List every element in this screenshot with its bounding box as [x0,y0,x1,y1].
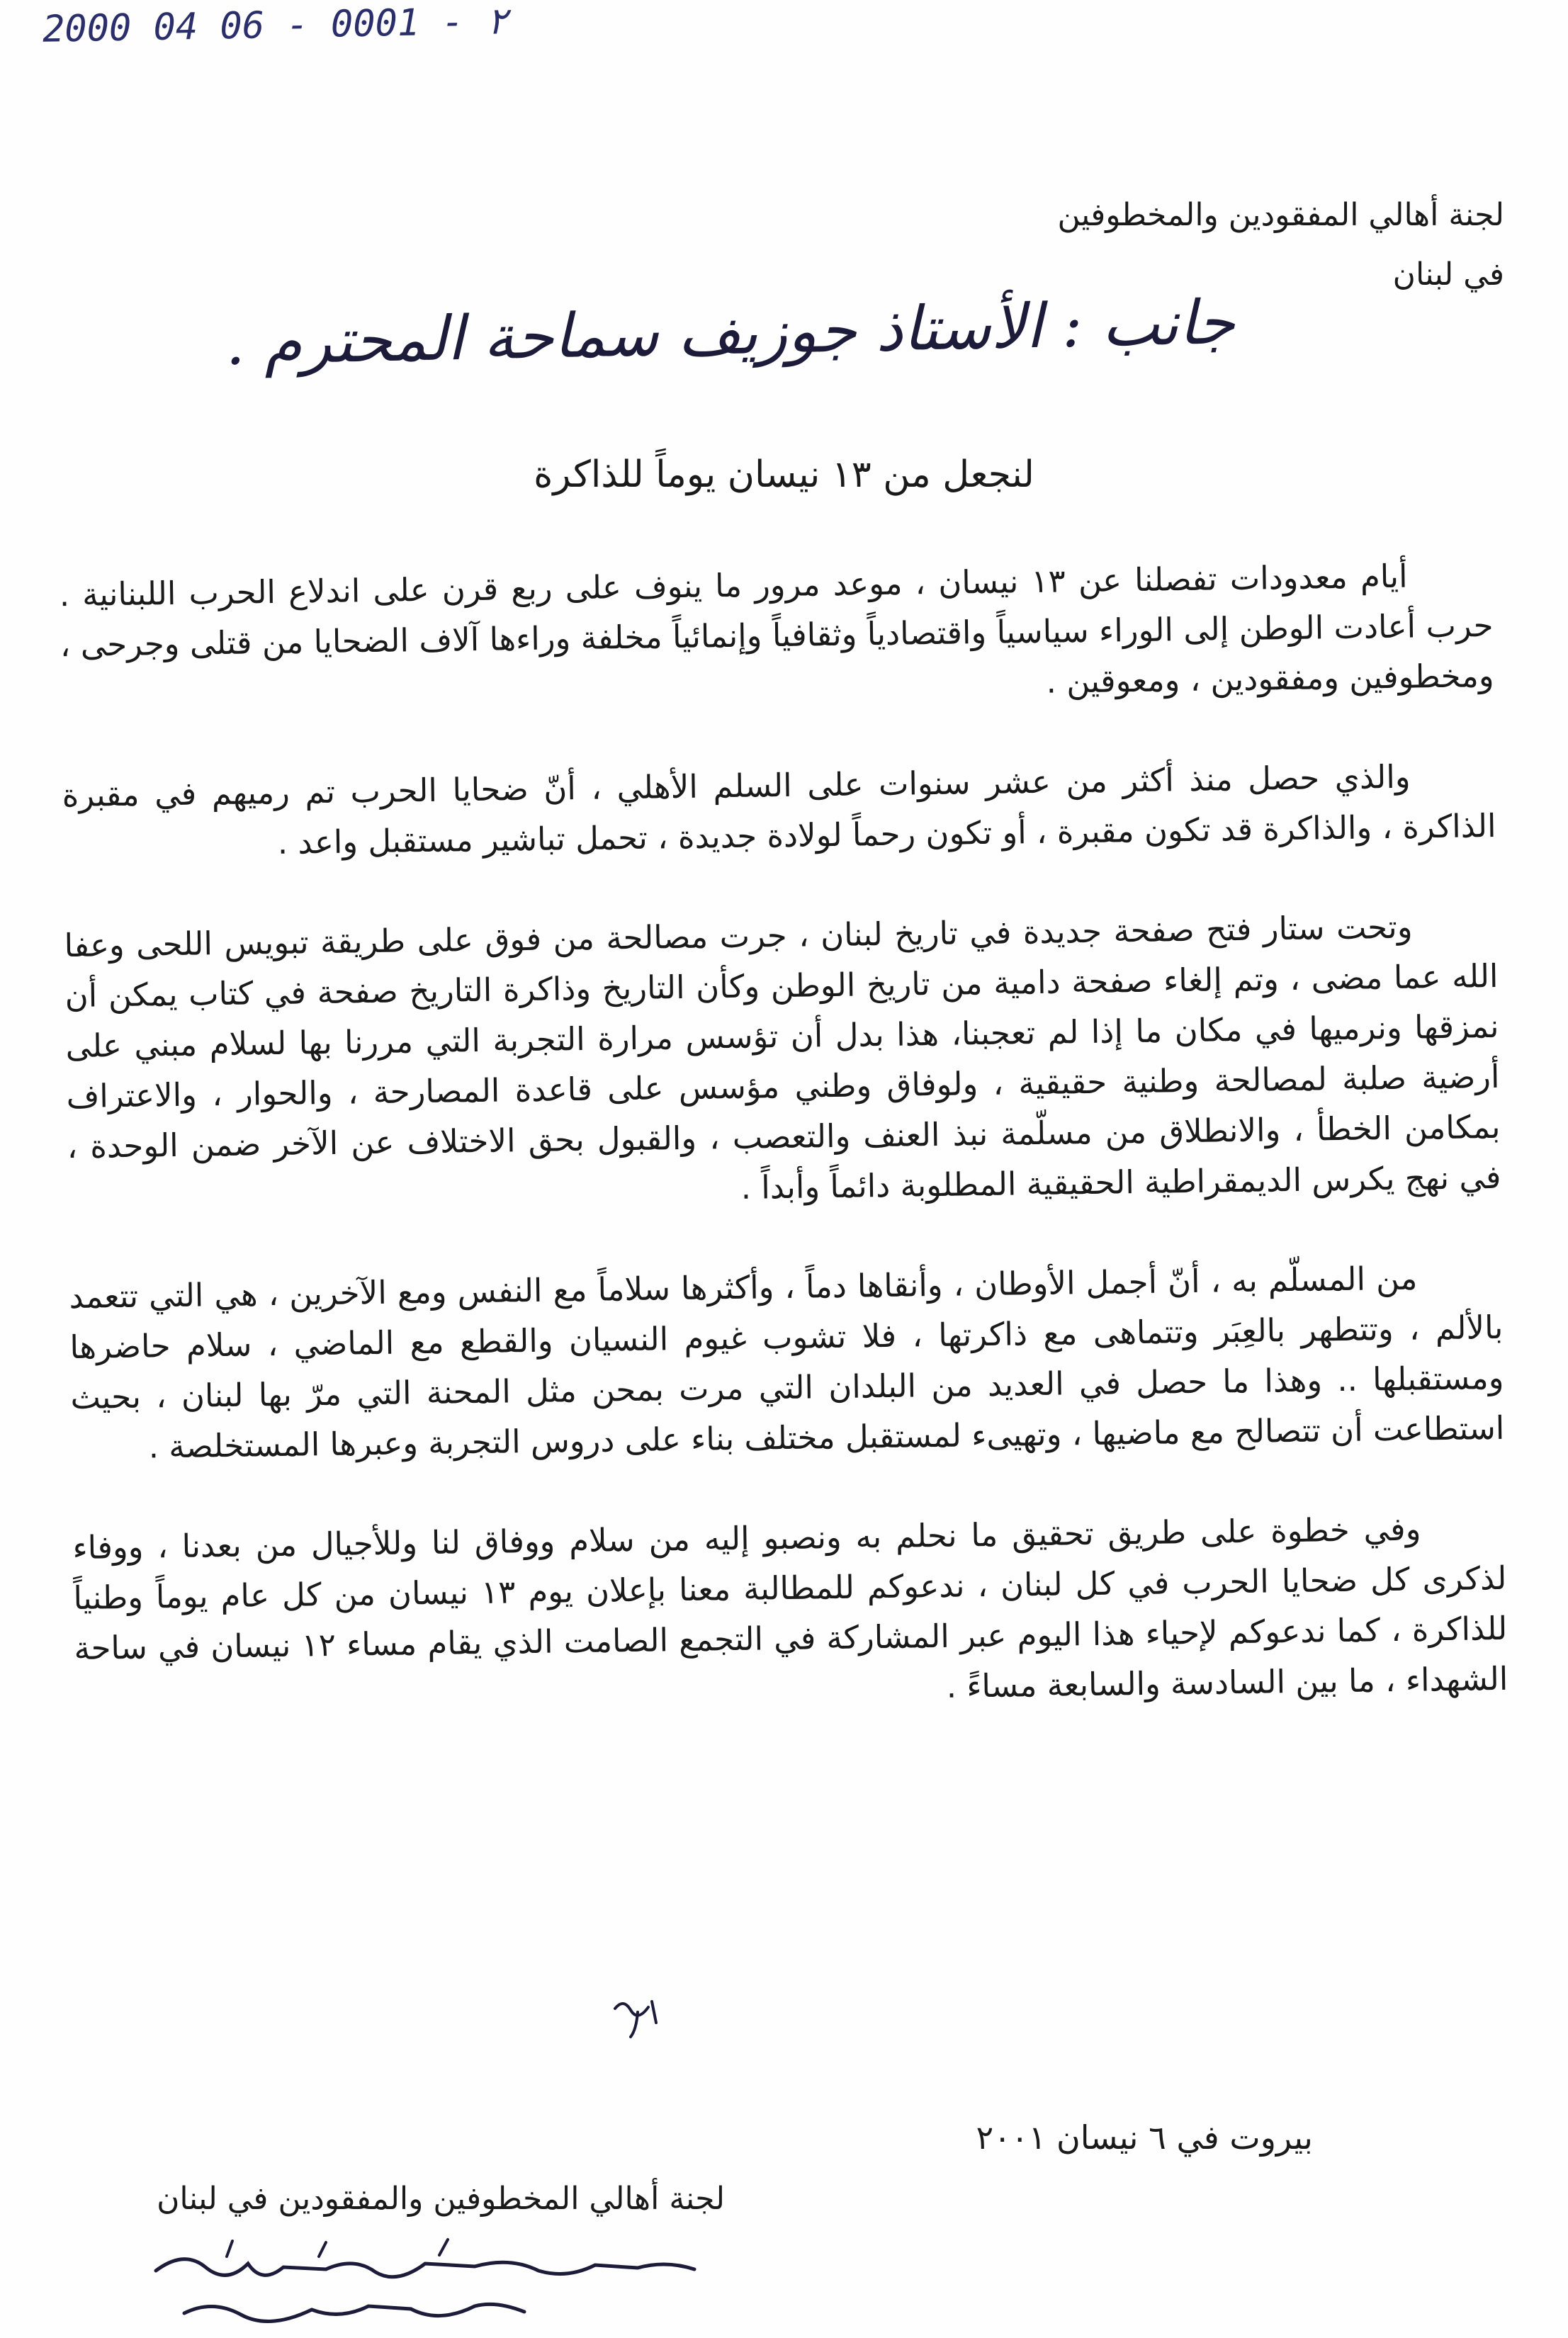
letter-date: بيروت في ٦ نيسان ٢٠٠١ [976,2118,1313,2157]
paragraph-1: أيام معدودات تفصلنا عن ١٣ نيسان ، موعد مرور ما ينوف على ربع قرن على اندلاع الحرب اللبنانية . حرب أعادت الوطن إلى الوراء سياسياً واقتصادياً وثقافياً وإنمائياً مخلفة وراءها آلاف الضحايا من قتلى وجرحى ، ومخطوفين ومفقودين ، ومعوقين . [59,557,1494,701]
handwritten-signature [142,2235,723,2338]
handwritten-correction-mark [609,1994,666,2044]
handwritten-salutation: جانب : الأستاذ جوزيف سماحة المحترم . [225,287,1236,379]
organization-location: في لبنان [1392,256,1504,293]
paragraph-4: من المسلّم به ، أنّ أجمل الأوطان ، وأنقاها دماً ، وأكثرها سلاماً مع النفس ومع الآخرين ، هي التي تتعمد بالألم ، وتتطهر بالعِبَر وتتماهى مع ذاكرتها ، فلا تشوب غيوم النسيان والقطع مع الماضي ، سلام حاضرها ومستقبلها .. وهذا ما حصل في العديد من البلدان التي مرت بمحن مثل المحنة التي مرّ بها لبنان ، بحيث استطاعت أن تتصالح مع ماضيها ، وتهيىء لمستقبل مختلف بناء على دروس التجربة وعبرها المستخلصة . [69,1259,1505,1466]
paragraph-3: وتحت ستار فتح صفحة جديدة في تاريخ لبنان ، جرت مصالحة من فوق على طريقة تبويس اللحى وعفا الله عما مضى ، وتم إلغاء صفحة دامية من تاريخ الوطن وكأن التاريخ وذاكرة التاريخ صفحة في كتاب يمكن أن نمزقها ونرميها في مكان ما إذا لم تعجبنا، هذا بدل أن تؤسس مرارة التجربة التي مررنا بها لسلام مبني على أرضية صلبة لمصالحة وطنية حقيقية ، ولوفاق وطني مؤسس على قاعدة المصارحة ، والحوار ، والاعتراف بمكامن الخطأ ، والانطلاق من مسلّمة نبذ العنف والتعصب ، والقبول بحق الاختلاف عن الآخر ضمن الوحدة ، في نهج يكرس الديمقراطية الحقيقية المطلوبة دائماً وأبداً . [64,908,1501,1207]
letter-title: لنجعل من ١٣ نيسان يوماً للذاكرة [534,453,1034,496]
organization-header [1057,186,1504,305]
paragraph-5: وفي خطوة على طريق تحقيق ما نحلم به ونصبو إليه من سلام ووفاق لنا وللأجيال من بعدنا ، ووفاء لذكرى كل ضحايا الحرب في كل لبنان ، ندعوكم للمطالبة معنا بإعلان يوم ١٣ نيسان من كل عام يوماً وطنياً للذاكرة ، كما ندعوكم لإحياء هذا اليوم عبر المشاركة في التجمع الصامت الذي يقام مساء ١٢ نيسان في ساحة الشهداء ، ما بين السادسة والسابعة مساءً . [72,1510,1508,1705]
archive-reference: 2000 04 06 - 0001 - ٢ [42,0,509,51]
signatory-organization: لجنة أهالي المخطوفين والمفقودين في لبنان [157,2181,725,2217]
paragraph-2: والذي حصل منذ أكثر من عشر سنوات على السلم الأهلي ، أنّ ضحايا الحرب تم رميهم في مقبرة الذاكرة ، والذاكرة قد تكون مقبرة ، أو تكون رحماً لولادة جديدة ، تحمل تباشير مستقبل واعد . [62,757,1496,862]
organization-name: لجنة أهالي المفقودين والمخطوفين [1057,197,1504,233]
letter-body [59,550,1509,1773]
